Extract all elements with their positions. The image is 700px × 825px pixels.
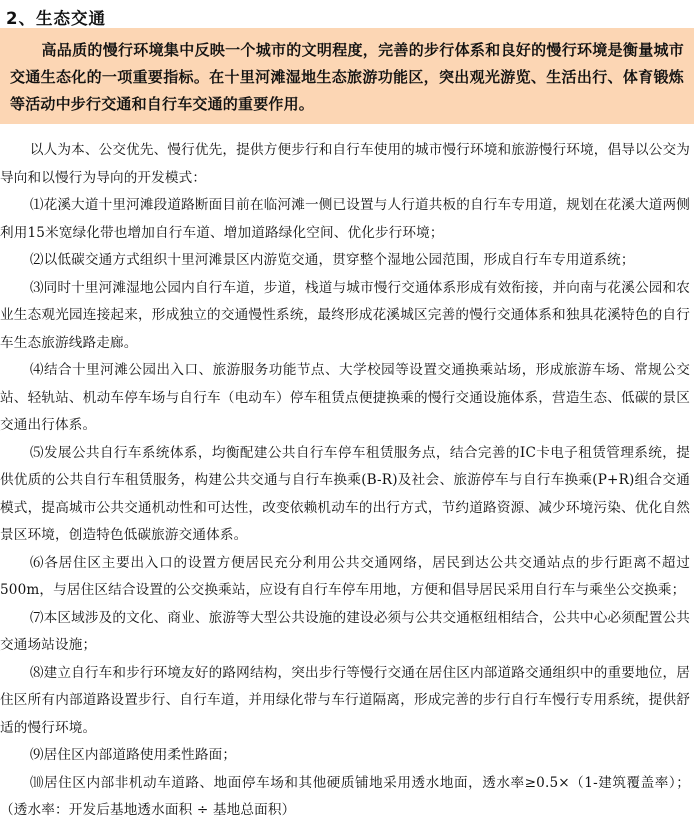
list-item-9: ⑼居住区内部道路使用柔性路面；: [29, 747, 237, 763]
list-item-4: ⑷结合十里河滩公园出入口、旅游服务功能节点、大学校园等设置交通换乘站场，形成旅游车场、常规公交站、轻轨站、机动车停车场与自行车（电动车）停车租赁点便捷换乘的慢行交通设施体系，营造生态、低碳的景区交通出行体系。: [0, 362, 690, 433]
list-item-2: ⑵以低碳交通方式组织十里河滩景区内游览交通，贯穿整个湿地公园范围，形成自行车专用道系统；: [29, 252, 635, 268]
section-heading: 2、生态交通: [6, 9, 106, 28]
list-item-3: ⑶同时十里河滩湿地公园内自行车道，步道，栈道与城市慢行交通体系形成有效衔接，并向南与花溪公园和农业生态观光园连接起来，形成独立的交通慢性系统，最终形成花溪城区完善的慢行交通体系和独具花溪特色的自行车生态旅游线路走廊。: [0, 279, 690, 351]
highlight-callout: [0, 28, 694, 124]
list-item-5: ⑸发展公共自行车系统体系，均衡配建公共自行车停车租赁服务点，结合完善的IC卡电子租赁管理系统，提供优质的公共自行车租赁服务，构建公共交通与自行车换乘(B-R)及社会、旅游停车与自行车换乘(P+R)组合交通模式，提高城市公共交通机动性和可达性，改变依赖机动车的出行方式，节约道路资源、减少环境污染、优化自然景区环境，创造特色低碳旅游交通体系。: [0, 444, 690, 543]
body-text: [0, 137, 690, 825]
list-item-6: ⑹各居住区主要出入口的设置方便居民充分利用公共交通网络，居民到达公共交通站点的步行距离不超过500m，与居住区结合设置的公交换乘站，应设有自行车停车用地，方便和倡导居民采用自行车与乘坐公交换乘；: [0, 554, 690, 598]
callout-text: 高品质的慢行环境集中反映一个城市的文明程度，完善的步行体系和良好的慢行环境是衡量城市交通生态化的一项重要指标。在十里河滩湿地生态旅游功能区，突出观光游览、生活出行、体育锻炼等活动中步行交通和自行车交通的重要作用。: [10, 41, 684, 113]
list-item-7: ⑺本区域涉及的文化、商业、旅游等大型公共设施的建设必须与公共交通枢纽相结合，公共中心必须配置公共交通场站设施；: [0, 609, 690, 653]
list-item-8: ⑻建立自行车和步行环境友好的路网结构，突出步行等慢行交通在居住区内部道路交通组织中的重要地位，居住区所有内部道路设置步行、自行车道，并用绿化带与车行道隔离，形成完善的步行自行车慢行专用系统，提供舒适的慢行环境。: [0, 664, 690, 736]
list-item-1: ⑴花溪大道十里河滩段道路断面目前在临河滩一侧已设置与人行道共板的自行车专用道，规划在花溪大道两侧利用15米宽绿化带也增加自行车道、增加道路绿化空间、优化步行环境；: [0, 197, 690, 241]
list-item-10: ⑽居住区内部非机动车道路、地面停车场和其他硬质铺地采用透水地面，透水率≥0.5×（1-建筑覆盖率）；（透水率：开发后基地透水面积 ÷ 基地总面积）: [0, 774, 690, 818]
intro-paragraph: 以人为本、公交优先、慢行优先，提供方便步行和自行车使用的城市慢行环境和旅游慢行环境，倡导以公交为导向和以慢行为导向的开发模式：: [0, 142, 690, 186]
